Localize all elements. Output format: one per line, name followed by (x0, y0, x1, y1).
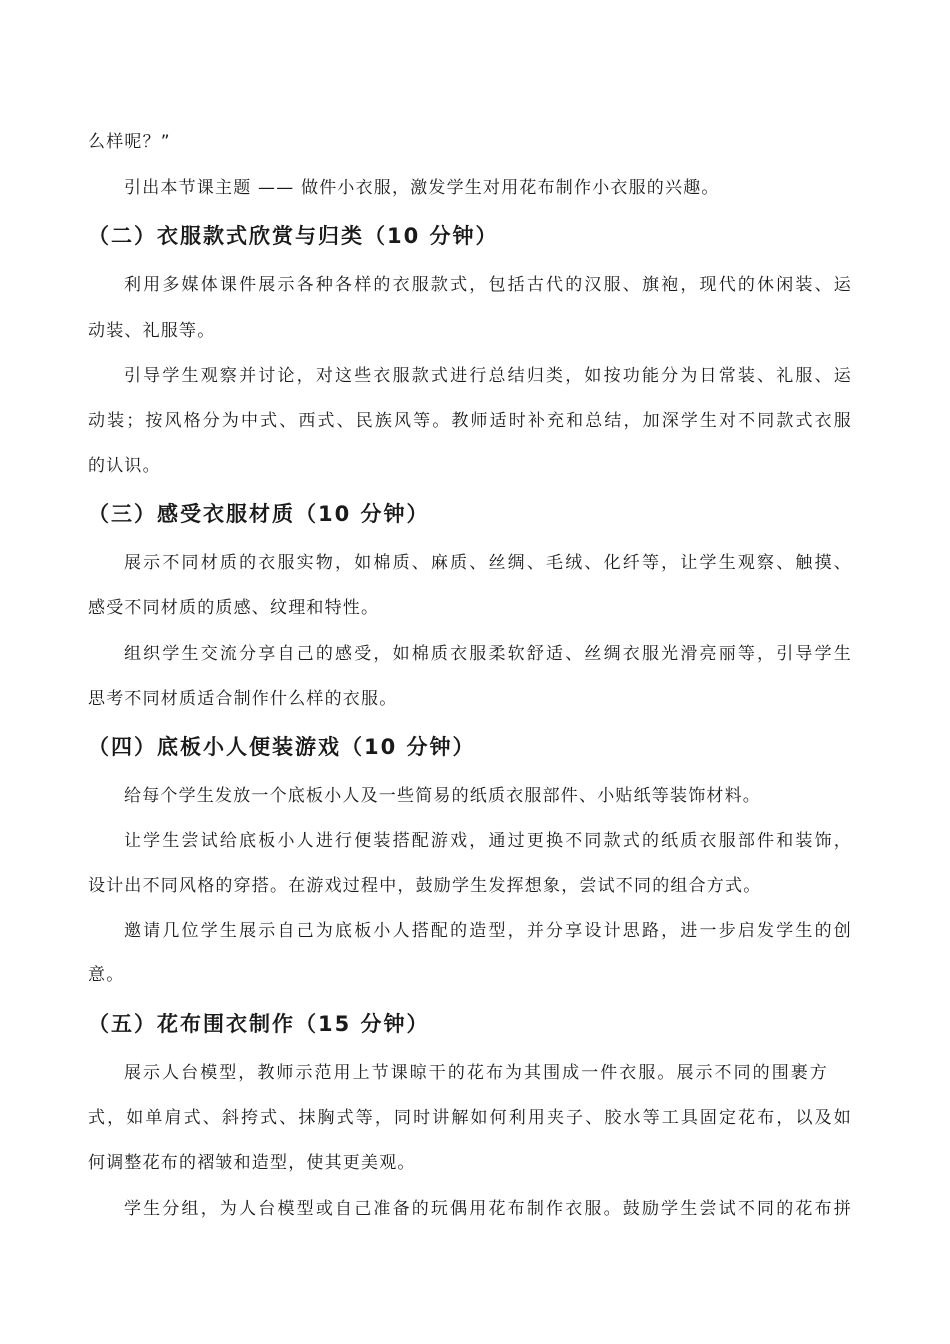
paragraph-line: 么样呢？” (88, 132, 171, 152)
paragraph-line: 展示人台模型，教师示范用上节课晾干的花布为其围成一件衣服。展示不同的围裹方 (124, 1063, 828, 1083)
paragraph-line: 让学生尝试给底板小人进行便装搭配游戏，通过更换不同款式的纸质衣服部件和装饰， (124, 831, 852, 851)
paragraph-line: 动装、礼服等。 (88, 321, 216, 341)
paragraph-line: 的认识。 (88, 456, 161, 476)
paragraph-line: 思考不同材质适合制作什么样的衣服。 (88, 689, 398, 709)
paragraph-line: 邀请几位学生展示自己为底板小人搭配的造型，并分享设计思路，进一步启发学生的创 (124, 921, 852, 941)
paragraph-line: 引出本节课主题 —— 做件小衣服，激发学生对用花布制作小衣服的兴趣。 (124, 178, 720, 198)
paragraph-line: 展示不同材质的衣服实物，如棉质、麻质、丝绸、毛绒、化纤等，让学生观察、触摸、 (124, 553, 852, 573)
paragraph-line: 何调整花布的褶皱和造型，使其更美观。 (88, 1153, 416, 1173)
paragraph-line: 意。 (88, 965, 125, 985)
paragraph-line: 动装；按风格分为中式、西式、民族风等。教师适时补充和总结，加深学生对不同款式衣服 (88, 411, 852, 431)
paragraph-line: 利用多媒体课件展示各种各样的衣服款式，包括古代的汉服、旗袍，现代的休闲装、运 (124, 275, 852, 295)
paragraph-line: 引导学生观察并讨论，对这些衣服款式进行总结归类，如按功能分为日常装、礼服、运 (124, 366, 852, 386)
paragraph-line: 感受不同材质的质感、纹理和特性。 (88, 598, 380, 618)
section-heading-3: （三）感受衣服材质（10 分钟） (88, 502, 430, 526)
section-heading-5: （五）花布围衣制作（15 分钟） (88, 1012, 430, 1036)
paragraph-line: 学生分组，为人台模型或自己准备的玩偶用花布制作衣服。鼓励学生尝试不同的花布拼 (124, 1199, 852, 1219)
paragraph-line: 给每个学生发放一个底板小人及一些简易的纸质衣服部件、小贴纸等装饰材料。 (124, 786, 761, 806)
section-heading-4: （四）底板小人便装游戏（10 分钟） (88, 735, 476, 759)
paragraph-line: 组织学生交流分享自己的感受，如棉质衣服柔软舒适、丝绸衣服光滑亮丽等，引导学生 (124, 644, 852, 664)
paragraph-line: 式，如单肩式、斜挎式、抹胸式等，同时讲解如何利用夹子、胶水等工具固定花布，以及如 (88, 1108, 852, 1128)
paragraph-line: 设计出不同风格的穿搭。在游戏过程中，鼓励学生发挥想象，尝试不同的组合方式。 (88, 876, 762, 896)
section-heading-2: （二）衣服款式欣赏与归类（10 分钟） (88, 224, 499, 248)
